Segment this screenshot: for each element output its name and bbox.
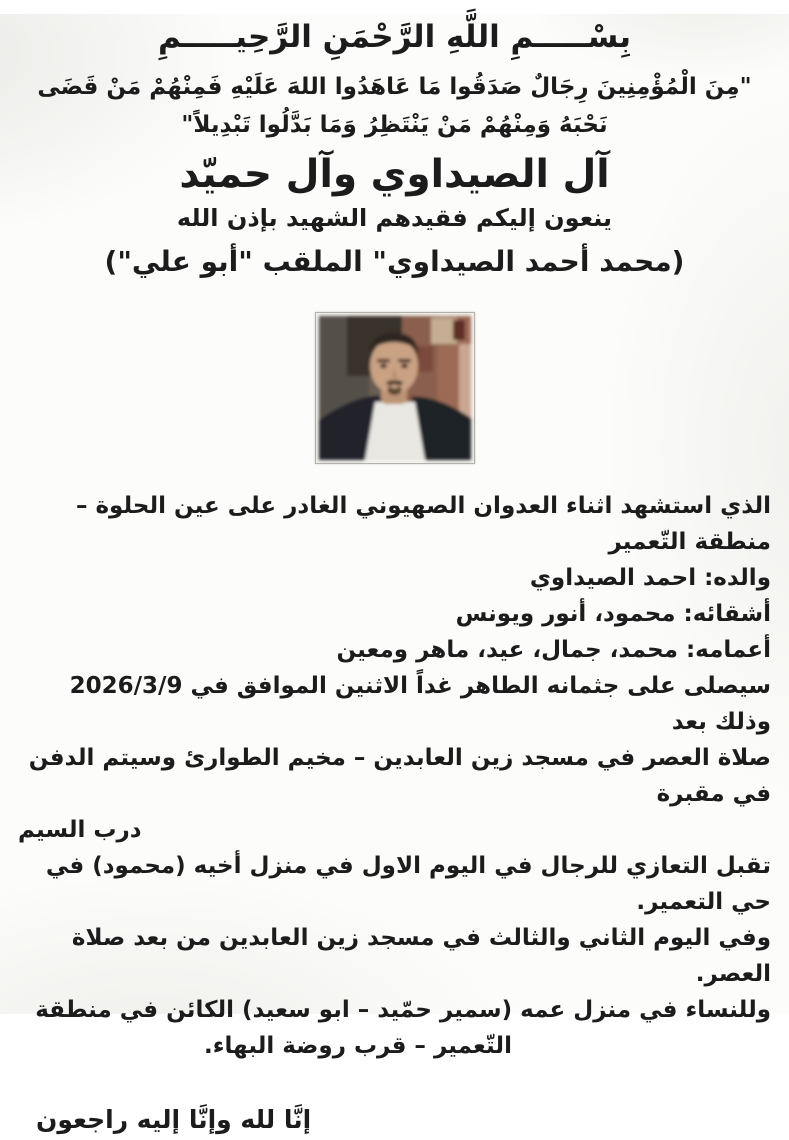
body-line-uncles: أعمامه: محمد، جمال، عيد، ماهر ومعين [336, 637, 771, 663]
body-line-father: والده: احمد الصيداوي [529, 565, 771, 591]
photo-frame [315, 312, 475, 464]
families-title: آل الصيداوي وآل حميّد [179, 152, 610, 197]
body-line-funeral-1: سيصلى على جثمانه الطاهر غداً الاثنين الموافق في 2026/3/9 وذلك بعد [69, 673, 771, 735]
body-line-condolences-men-2: وفي اليوم الثاني والثالث في مسجد زين العابدين من بعد صلاة العصر. [71, 925, 771, 987]
body-line-martyrdom: الذي استشهد اثناء العدوان الصهيوني الغادر على عين الحلوة – منطقة التّعمير [75, 493, 771, 555]
body-line-condolences-men-1: تقبل التعازي للرجال في اليوم الاول في منزل أخيه (محمود) في حي التعمير. [45, 853, 771, 915]
closing-istirjaa: إنَّا لله وإنَّا إليه راجعون [36, 1105, 312, 1134]
quran-verse [0, 68, 789, 144]
body-line-cemetery: درب السيم [18, 817, 142, 843]
bismillah-calligraphy: بِسْـــــمِ اللَّهِ الرَّحْمَنِ الرَّحِيـــــمِ [158, 19, 631, 55]
body-line-brothers: أشقائه: محمود، أنور ويونس [455, 601, 771, 627]
body-line-condolences-women-1: وللنساء في منزل عمه (سمير حمّيد – ابو سعيد) الكائن في منطقة [35, 997, 771, 1023]
martyr-photo [319, 316, 471, 460]
body-line-funeral-2: صلاة العصر في مسجد زين العابدين – مخيم الطوارئ وسيتم الدفن في مقبرة [28, 745, 771, 807]
obituary-body [14, 488, 771, 1064]
announcement-line: ينعون إليكم فقيدهم الشهيد بإذن الله [176, 204, 613, 232]
quran-verse-line-1: "مِنَ الْمُؤْمِنِينَ رِجَالٌ صَدَقُوا مَا عَاهَدُوا اللهَ عَلَيْهِ فَمِنْهُمْ مَنْ قَضَى [37, 74, 752, 100]
body-line-condolences-women-2: التّعمير – قرب روضة البهاء. [204, 1033, 512, 1059]
obituary-document-page [0, 14, 789, 1134]
deceased-name: (محمد أحمد الصيداوي" الملقب "أبو علي") [104, 245, 685, 278]
quran-verse-line-2: نَحْبَهُ وَمِنْهُمْ مَنْ يَنْتَظِرُ وَمَا بَدَّلُوا تَبْدِيلاً" [181, 112, 608, 138]
